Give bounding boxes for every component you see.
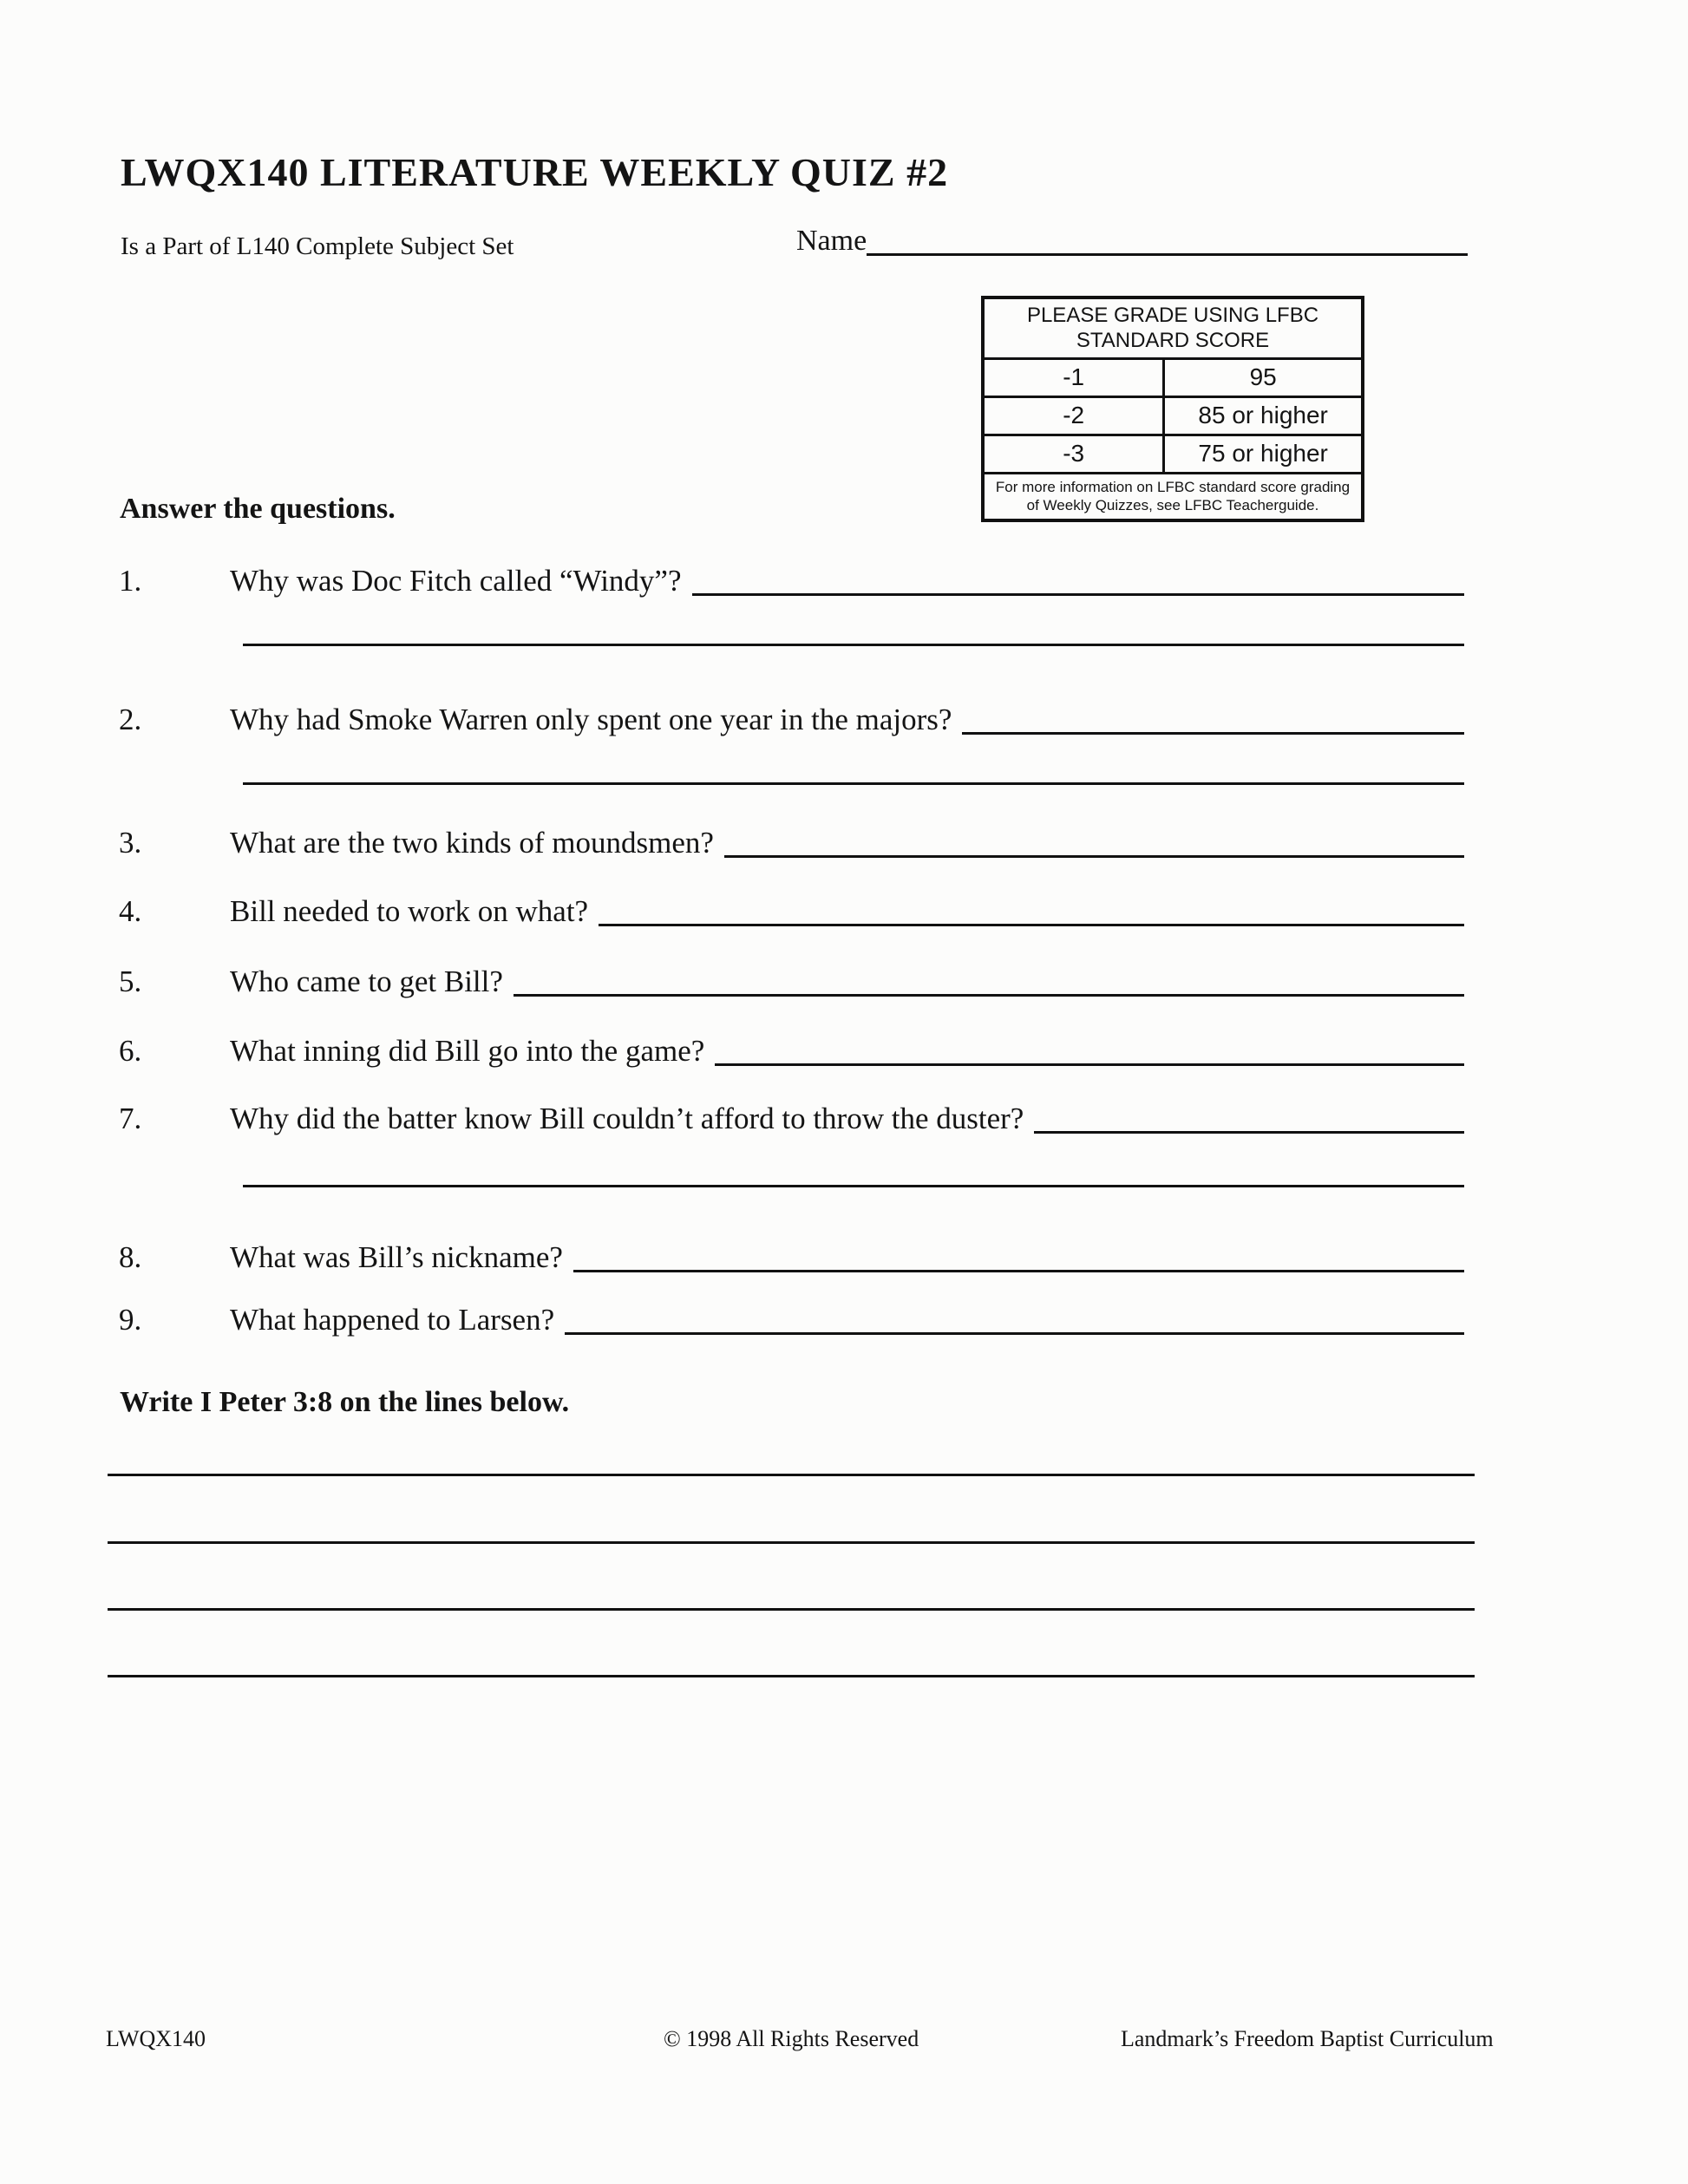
footer-copyright: © 1998 All Rights Reserved (664, 2026, 919, 2051)
answer-line[interactable] (1034, 1122, 1464, 1134)
question-number: 8. (119, 1240, 142, 1274)
score-cell: 85 or higher (1198, 401, 1328, 428)
question-text: What are the two kinds of moundsmen? (230, 826, 714, 860)
score-cell: 95 (1249, 363, 1277, 390)
question-text: Bill needed to work on what? (230, 894, 589, 928)
question-number: 7. (119, 1102, 142, 1135)
grade-table-note-line2: of Weekly Quizzes, see LFBC Teacherguide. (1026, 496, 1319, 513)
question-row (119, 1034, 1464, 1069)
answer-line[interactable] (715, 1055, 1464, 1066)
question-text: What happened to Larsen? (230, 1303, 555, 1337)
answer-line-extra[interactable] (243, 1185, 1464, 1187)
answer-line[interactable] (573, 1261, 1464, 1272)
deduction-cell: -1 (985, 360, 1165, 396)
name-label: Name (796, 225, 867, 257)
score-cell: 75 or higher (1198, 439, 1328, 467)
answer-questions-heading: Answer the questions. (120, 493, 396, 525)
question-number: 9. (119, 1303, 142, 1337)
verse-line[interactable] (108, 1675, 1475, 1677)
question-row (119, 894, 1464, 929)
question-text: Why had Smoke Warren only spent one year in the majors? (230, 703, 952, 736)
page-title: LWQX140 LITERATURE WEEKLY QUIZ #2 (121, 150, 949, 194)
grade-table (981, 296, 1364, 522)
question-row (119, 564, 1464, 598)
footer-code: LWQX140 (106, 2026, 206, 2051)
question-number: 5. (119, 964, 142, 998)
verse-line[interactable] (108, 1541, 1475, 1544)
question-text: Why did the batter know Bill couldn’t afford to throw the duster? (230, 1102, 1024, 1135)
answer-line[interactable] (724, 847, 1464, 858)
answer-line[interactable] (692, 585, 1465, 596)
answer-line[interactable] (599, 915, 1464, 926)
name-row (796, 224, 1468, 258)
answer-line-extra[interactable] (243, 644, 1464, 646)
question-text: Why was Doc Fitch called “Windy”? (230, 564, 682, 598)
grade-table-note-line1: For more information on LFBC standard score grading (995, 478, 1351, 495)
question-text: What inning did Bill go into the game? (230, 1034, 705, 1068)
question-row (119, 964, 1464, 999)
verse-line[interactable] (108, 1608, 1475, 1611)
deduction-cell: -3 (985, 436, 1165, 472)
question-text: Who came to get Bill? (230, 964, 503, 998)
question-row (119, 1303, 1464, 1337)
question-row (119, 703, 1464, 737)
footer-publisher: Landmark’s Freedom Baptist Curriculum (1121, 2026, 1494, 2051)
question-number: 2. (119, 703, 142, 736)
question-number: 4. (119, 894, 142, 928)
verse-line[interactable] (108, 1474, 1475, 1476)
deduction-cell: -2 (985, 398, 1165, 434)
grade-table-header (985, 299, 1361, 360)
table-row (985, 398, 1361, 436)
question-number: 3. (119, 826, 142, 860)
verse-heading: Write I Peter 3:8 on the lines below. (120, 1386, 570, 1418)
name-line[interactable] (867, 245, 1468, 256)
answer-line[interactable] (962, 723, 1464, 735)
table-row (985, 360, 1361, 398)
grade-table-note (985, 474, 1361, 520)
grade-table-header-line2: STANDARD SCORE (1076, 328, 1270, 352)
question-number: 1. (119, 564, 142, 598)
table-row (985, 436, 1361, 474)
answer-line-extra[interactable] (243, 782, 1464, 785)
question-row (119, 826, 1464, 860)
grade-table-header-line1: PLEASE GRADE USING LFBC (1026, 304, 1319, 327)
question-text: What was Bill’s nickname? (230, 1240, 563, 1274)
answer-line[interactable] (565, 1324, 1464, 1335)
question-number: 6. (119, 1034, 142, 1068)
question-row (119, 1240, 1464, 1275)
answer-line[interactable] (514, 985, 1464, 997)
page-subtitle: Is a Part of L140 Complete Subject Set (121, 232, 514, 260)
question-row (119, 1102, 1464, 1136)
